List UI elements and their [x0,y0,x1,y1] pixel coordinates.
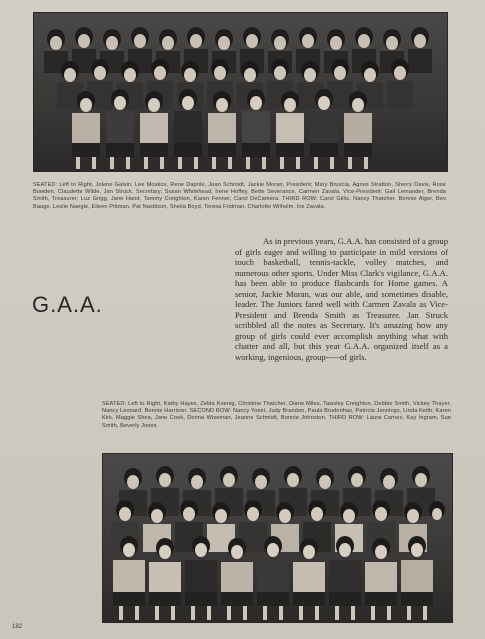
page-number: 182 [12,624,23,630]
bottom-photo-caption: SEATED: Left to Right, Kathy Hayes, Zelda Koenig, Christine Thatcher, Diane Miles, Tawsley Creighton, Debbie Smith, Vickey Thayer, Nancy Leonard. Bonnie Harrison. SECOND ROW: Nancy Yoest, Judy Brandon, Paula Brudenhas, Patricia Jennings, Linda Keith, Karen Kirk, Maggie Shea, Jane Cook, Donna Wiseman, Jeanne Schmidt, Bonnie Johnston. THIRD ROW: Laura Carnes, Kay Ingram, Sue Smith, Beverly Jones. [102,401,451,429]
bottom-group-photo [102,453,453,623]
top-group-photo [33,12,448,172]
top-group-photo-image [34,13,447,171]
bottom-group-photo-image [103,454,452,622]
article-body: As in previous years, G.A.A. has consisted of a group of girls eager and willing to participate in mild versions of touch basketball, tennis-tackle, volley matches, and numerous other sports. Under Miss Clark's vigilance, G.A.A. has been able to produce flashcards for Home games. A senior, Jackie Moran, was our able, and sometimes disable, leader. The Juniors fared well with Carmen Zavala as Vice-President and Brenda Smith as Treasurer. Jan Struck scribbled all the notes as Secretary. It's amazing how any group of girls could ever accomplish anything what with chatter and all, but this year G.A.A. organized itself as a working, ingenious, group-----of girls. [235,236,448,362]
top-photo-caption: SEATED: Left to Right, Jolene Galvin, Lee Moskos, Rene Daprile, Jean Schmidt, Jackie Moran, President; Mary Bruscia, Agnes Stratton, Sherry Davis, Rose Bowden, Claudette Wilde, Jan Struck, Secretary; Susan Whitehead, Irene Hoffey, Bette Severance, Carmen Zavala, Vice-President; Gail Lemander, Brenda Smith, Treasurer; Luz Grigg, Jane Hand, Tammy Creighton, Karen Fenner, Carol DeCamera. THIRD ROW: Carol Gillis, Nancy Thatcher, Bonnie Alger, Bev Bauge, Leslie Naegle, Eileen Pittman, Pat Nastlison, Sheila Boyd, Teresa Fridman, Charlotte Wilhelm, Iris Zavala. [33,182,446,210]
section-heading: G.A.A. [32,292,103,317]
